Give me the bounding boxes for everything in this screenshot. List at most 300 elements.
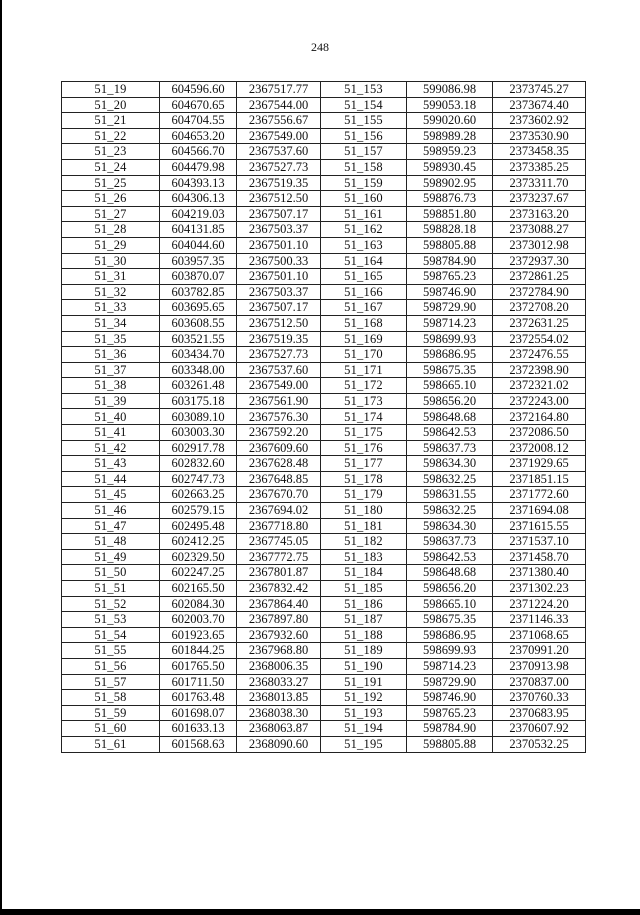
y-coordinate-left: 2367537.60 xyxy=(237,144,321,160)
y-coordinate-right: 2371146.33 xyxy=(493,612,586,628)
table-row xyxy=(62,518,586,534)
point-id-right: 51_168 xyxy=(321,315,407,331)
table-row xyxy=(62,113,586,129)
point-id-left: 51_48 xyxy=(62,534,160,550)
point-id-right: 51_186 xyxy=(321,596,407,612)
y-coordinate-right: 2373385.25 xyxy=(493,159,586,175)
table-row xyxy=(62,503,586,519)
point-id-left: 51_36 xyxy=(62,347,160,363)
point-id-left: 51_25 xyxy=(62,175,160,191)
y-coordinate-left: 2367517.77 xyxy=(237,82,321,98)
point-id-left: 51_52 xyxy=(62,596,160,612)
x-coordinate-right: 598851.80 xyxy=(407,206,493,222)
point-id-right: 51_162 xyxy=(321,222,407,238)
y-coordinate-right: 2371772.60 xyxy=(493,487,586,503)
point-id-right: 51_164 xyxy=(321,253,407,269)
table-row xyxy=(62,471,586,487)
point-id-right: 51_156 xyxy=(321,128,407,144)
y-coordinate-right: 2370683.95 xyxy=(493,705,586,721)
x-coordinate-left: 604566.70 xyxy=(160,144,237,160)
x-coordinate-right: 598784.90 xyxy=(407,253,493,269)
y-coordinate-left: 2367592.20 xyxy=(237,425,321,441)
table-row xyxy=(62,736,586,752)
y-coordinate-left: 2367507.17 xyxy=(237,300,321,316)
point-id-left: 51_45 xyxy=(62,487,160,503)
point-id-left: 51_24 xyxy=(62,159,160,175)
y-coordinate-left: 2367519.35 xyxy=(237,331,321,347)
y-coordinate-right: 2371224.20 xyxy=(493,596,586,612)
y-coordinate-right: 2371458.70 xyxy=(493,549,586,565)
table-row xyxy=(62,534,586,550)
point-id-left: 51_44 xyxy=(62,471,160,487)
y-coordinate-right: 2370991.20 xyxy=(493,643,586,659)
y-coordinate-right: 2373088.27 xyxy=(493,222,586,238)
x-coordinate-left: 604131.85 xyxy=(160,222,237,238)
x-coordinate-left: 603089.10 xyxy=(160,409,237,425)
y-coordinate-left: 2368013.85 xyxy=(237,690,321,706)
x-coordinate-left: 601763.48 xyxy=(160,690,237,706)
x-coordinate-left: 602165.50 xyxy=(160,581,237,597)
x-coordinate-right: 598828.18 xyxy=(407,222,493,238)
y-coordinate-right: 2370532.25 xyxy=(493,736,586,752)
point-id-left: 51_26 xyxy=(62,191,160,207)
x-coordinate-left: 604044.60 xyxy=(160,237,237,253)
point-id-left: 51_31 xyxy=(62,269,160,285)
x-coordinate-right: 598656.20 xyxy=(407,581,493,597)
point-id-left: 51_22 xyxy=(62,128,160,144)
point-id-right: 51_190 xyxy=(321,658,407,674)
point-id-right: 51_171 xyxy=(321,362,407,378)
y-coordinate-left: 2367864.40 xyxy=(237,596,321,612)
point-id-right: 51_176 xyxy=(321,440,407,456)
y-coordinate-left: 2367694.02 xyxy=(237,503,321,519)
y-coordinate-right: 2372784.90 xyxy=(493,284,586,300)
x-coordinate-left: 602003.70 xyxy=(160,612,237,628)
y-coordinate-left: 2367527.73 xyxy=(237,159,321,175)
x-coordinate-left: 601633.13 xyxy=(160,721,237,737)
x-coordinate-right: 598930.45 xyxy=(407,159,493,175)
point-id-right: 51_180 xyxy=(321,503,407,519)
table-row xyxy=(62,284,586,300)
table-row xyxy=(62,425,586,441)
point-id-right: 51_191 xyxy=(321,674,407,690)
point-id-left: 51_56 xyxy=(62,658,160,674)
scan-edge-left xyxy=(0,0,2,915)
y-coordinate-left: 2367519.35 xyxy=(237,175,321,191)
y-coordinate-left: 2367745.05 xyxy=(237,534,321,550)
table-row xyxy=(62,97,586,113)
x-coordinate-right: 598665.10 xyxy=(407,596,493,612)
table-row xyxy=(62,315,586,331)
y-coordinate-right: 2372937.30 xyxy=(493,253,586,269)
y-coordinate-right: 2372631.25 xyxy=(493,315,586,331)
x-coordinate-right: 598765.23 xyxy=(407,705,493,721)
point-id-left: 51_33 xyxy=(62,300,160,316)
y-coordinate-left: 2367503.37 xyxy=(237,284,321,300)
x-coordinate-left: 601711.50 xyxy=(160,674,237,690)
y-coordinate-right: 2370607.92 xyxy=(493,721,586,737)
y-coordinate-right: 2371068.65 xyxy=(493,627,586,643)
y-coordinate-right: 2373311.70 xyxy=(493,175,586,191)
y-coordinate-left: 2367609.60 xyxy=(237,440,321,456)
y-coordinate-left: 2367507.17 xyxy=(237,206,321,222)
x-coordinate-right: 598805.88 xyxy=(407,237,493,253)
point-id-right: 51_179 xyxy=(321,487,407,503)
x-coordinate-left: 604653.20 xyxy=(160,128,237,144)
x-coordinate-right: 598648.68 xyxy=(407,409,493,425)
y-coordinate-right: 2373163.20 xyxy=(493,206,586,222)
y-coordinate-right: 2372243.00 xyxy=(493,393,586,409)
table-row xyxy=(62,222,586,238)
x-coordinate-right: 598665.10 xyxy=(407,378,493,394)
x-coordinate-left: 601765.50 xyxy=(160,658,237,674)
x-coordinate-left: 604670.65 xyxy=(160,97,237,113)
point-id-right: 51_172 xyxy=(321,378,407,394)
y-coordinate-right: 2373237.67 xyxy=(493,191,586,207)
point-id-right: 51_160 xyxy=(321,191,407,207)
table-row xyxy=(62,175,586,191)
y-coordinate-left: 2367801.87 xyxy=(237,565,321,581)
y-coordinate-left: 2367512.50 xyxy=(237,315,321,331)
point-id-right: 51_194 xyxy=(321,721,407,737)
table-row xyxy=(62,393,586,409)
point-id-left: 51_46 xyxy=(62,503,160,519)
y-coordinate-right: 2373674.40 xyxy=(493,97,586,113)
point-id-right: 51_163 xyxy=(321,237,407,253)
table-row xyxy=(62,82,586,98)
point-id-left: 51_21 xyxy=(62,113,160,129)
table-row xyxy=(62,253,586,269)
y-coordinate-left: 2368033.27 xyxy=(237,674,321,690)
point-id-left: 51_35 xyxy=(62,331,160,347)
table-row xyxy=(62,237,586,253)
x-coordinate-left: 603521.55 xyxy=(160,331,237,347)
point-id-left: 51_57 xyxy=(62,674,160,690)
point-id-right: 51_165 xyxy=(321,269,407,285)
point-id-left: 51_43 xyxy=(62,456,160,472)
x-coordinate-left: 601923.65 xyxy=(160,627,237,643)
table-row xyxy=(62,674,586,690)
table-row xyxy=(62,581,586,597)
x-coordinate-right: 598642.53 xyxy=(407,549,493,565)
point-id-left: 51_34 xyxy=(62,315,160,331)
y-coordinate-right: 2372554.02 xyxy=(493,331,586,347)
point-id-right: 51_177 xyxy=(321,456,407,472)
point-id-left: 51_53 xyxy=(62,612,160,628)
table-row xyxy=(62,643,586,659)
x-coordinate-right: 598631.55 xyxy=(407,487,493,503)
y-coordinate-right: 2373458.35 xyxy=(493,144,586,160)
x-coordinate-right: 599053.18 xyxy=(407,97,493,113)
point-id-right: 51_173 xyxy=(321,393,407,409)
point-id-left: 51_19 xyxy=(62,82,160,98)
point-id-left: 51_32 xyxy=(62,284,160,300)
y-coordinate-left: 2367512.50 xyxy=(237,191,321,207)
scan-edge-bottom xyxy=(0,909,640,915)
y-coordinate-left: 2367772.75 xyxy=(237,549,321,565)
y-coordinate-left: 2367670.70 xyxy=(237,487,321,503)
y-coordinate-right: 2371851.15 xyxy=(493,471,586,487)
x-coordinate-right: 598805.88 xyxy=(407,736,493,752)
y-coordinate-left: 2367549.00 xyxy=(237,128,321,144)
point-id-left: 51_47 xyxy=(62,518,160,534)
x-coordinate-left: 602329.50 xyxy=(160,549,237,565)
x-coordinate-right: 598648.68 xyxy=(407,565,493,581)
y-coordinate-right: 2372398.90 xyxy=(493,362,586,378)
coordinate-table xyxy=(61,81,586,753)
point-id-left: 51_55 xyxy=(62,643,160,659)
y-coordinate-left: 2367718.80 xyxy=(237,518,321,534)
x-coordinate-left: 603348.00 xyxy=(160,362,237,378)
y-coordinate-right: 2371694.08 xyxy=(493,503,586,519)
point-id-left: 51_29 xyxy=(62,237,160,253)
x-coordinate-right: 598637.73 xyxy=(407,534,493,550)
x-coordinate-right: 598784.90 xyxy=(407,721,493,737)
y-coordinate-right: 2370913.98 xyxy=(493,658,586,674)
x-coordinate-left: 604393.13 xyxy=(160,175,237,191)
point-id-right: 51_154 xyxy=(321,97,407,113)
point-id-right: 51_153 xyxy=(321,82,407,98)
point-id-right: 51_158 xyxy=(321,159,407,175)
table-row xyxy=(62,331,586,347)
x-coordinate-left: 603261.48 xyxy=(160,378,237,394)
y-coordinate-left: 2367556.67 xyxy=(237,113,321,129)
table-row xyxy=(62,362,586,378)
table-row xyxy=(62,690,586,706)
y-coordinate-left: 2367544.00 xyxy=(237,97,321,113)
point-id-left: 51_51 xyxy=(62,581,160,597)
x-coordinate-left: 603434.70 xyxy=(160,347,237,363)
point-id-left: 51_27 xyxy=(62,206,160,222)
y-coordinate-right: 2371380.40 xyxy=(493,565,586,581)
x-coordinate-left: 603695.65 xyxy=(160,300,237,316)
y-coordinate-right: 2371537.10 xyxy=(493,534,586,550)
x-coordinate-right: 598675.35 xyxy=(407,362,493,378)
point-id-left: 51_40 xyxy=(62,409,160,425)
x-coordinate-right: 598699.93 xyxy=(407,331,493,347)
y-coordinate-right: 2372008.12 xyxy=(493,440,586,456)
point-id-left: 51_50 xyxy=(62,565,160,581)
y-coordinate-left: 2367648.85 xyxy=(237,471,321,487)
table-row xyxy=(62,191,586,207)
x-coordinate-right: 598634.30 xyxy=(407,456,493,472)
x-coordinate-right: 598642.53 xyxy=(407,425,493,441)
point-id-left: 51_49 xyxy=(62,549,160,565)
x-coordinate-left: 602663.25 xyxy=(160,487,237,503)
y-coordinate-left: 2368038.30 xyxy=(237,705,321,721)
x-coordinate-left: 604219.03 xyxy=(160,206,237,222)
point-id-right: 51_181 xyxy=(321,518,407,534)
x-coordinate-left: 601844.25 xyxy=(160,643,237,659)
table-row xyxy=(62,206,586,222)
point-id-right: 51_193 xyxy=(321,705,407,721)
coordinate-table-body xyxy=(62,82,586,753)
x-coordinate-right: 598876.73 xyxy=(407,191,493,207)
x-coordinate-left: 602247.25 xyxy=(160,565,237,581)
y-coordinate-left: 2367968.80 xyxy=(237,643,321,659)
x-coordinate-right: 598765.23 xyxy=(407,269,493,285)
x-coordinate-right: 599086.98 xyxy=(407,82,493,98)
x-coordinate-right: 598699.93 xyxy=(407,643,493,659)
point-id-right: 51_175 xyxy=(321,425,407,441)
point-id-left: 51_42 xyxy=(62,440,160,456)
y-coordinate-left: 2367932.60 xyxy=(237,627,321,643)
table-row xyxy=(62,596,586,612)
point-id-right: 51_161 xyxy=(321,206,407,222)
point-id-left: 51_20 xyxy=(62,97,160,113)
x-coordinate-right: 598729.90 xyxy=(407,674,493,690)
x-coordinate-left: 604704.55 xyxy=(160,113,237,129)
x-coordinate-right: 598989.28 xyxy=(407,128,493,144)
point-id-right: 51_183 xyxy=(321,549,407,565)
x-coordinate-right: 598714.23 xyxy=(407,658,493,674)
point-id-left: 51_59 xyxy=(62,705,160,721)
point-id-left: 51_23 xyxy=(62,144,160,160)
y-coordinate-left: 2367527.73 xyxy=(237,347,321,363)
y-coordinate-left: 2367561.90 xyxy=(237,393,321,409)
y-coordinate-right: 2372321.02 xyxy=(493,378,586,394)
x-coordinate-left: 603782.85 xyxy=(160,284,237,300)
x-coordinate-left: 604479.98 xyxy=(160,159,237,175)
y-coordinate-left: 2367501.10 xyxy=(237,269,321,285)
table-row xyxy=(62,565,586,581)
table-row xyxy=(62,440,586,456)
point-id-right: 51_178 xyxy=(321,471,407,487)
x-coordinate-left: 603175.18 xyxy=(160,393,237,409)
x-coordinate-left: 604306.13 xyxy=(160,191,237,207)
x-coordinate-right: 599020.60 xyxy=(407,113,493,129)
y-coordinate-right: 2371929.65 xyxy=(493,456,586,472)
table-row xyxy=(62,487,586,503)
table-row xyxy=(62,627,586,643)
table-row xyxy=(62,612,586,628)
x-coordinate-right: 598729.90 xyxy=(407,300,493,316)
point-id-right: 51_169 xyxy=(321,331,407,347)
y-coordinate-right: 2372086.50 xyxy=(493,425,586,441)
y-coordinate-left: 2367832.42 xyxy=(237,581,321,597)
point-id-left: 51_60 xyxy=(62,721,160,737)
table-row xyxy=(62,269,586,285)
table-row xyxy=(62,128,586,144)
point-id-left: 51_28 xyxy=(62,222,160,238)
x-coordinate-right: 598746.90 xyxy=(407,690,493,706)
y-coordinate-right: 2370837.00 xyxy=(493,674,586,690)
point-id-right: 51_167 xyxy=(321,300,407,316)
y-coordinate-right: 2372708.20 xyxy=(493,300,586,316)
x-coordinate-right: 598902.95 xyxy=(407,175,493,191)
x-coordinate-right: 598632.25 xyxy=(407,471,493,487)
y-coordinate-right: 2371302.23 xyxy=(493,581,586,597)
y-coordinate-left: 2368063.87 xyxy=(237,721,321,737)
table-row xyxy=(62,300,586,316)
y-coordinate-left: 2367503.37 xyxy=(237,222,321,238)
table-row xyxy=(62,159,586,175)
y-coordinate-right: 2373745.27 xyxy=(493,82,586,98)
x-coordinate-left: 602084.30 xyxy=(160,596,237,612)
x-coordinate-right: 598632.25 xyxy=(407,503,493,519)
y-coordinate-left: 2367500.33 xyxy=(237,253,321,269)
y-coordinate-right: 2373530.90 xyxy=(493,128,586,144)
x-coordinate-left: 602412.25 xyxy=(160,534,237,550)
point-id-right: 51_157 xyxy=(321,144,407,160)
table-row xyxy=(62,144,586,160)
x-coordinate-right: 598959.23 xyxy=(407,144,493,160)
point-id-left: 51_37 xyxy=(62,362,160,378)
point-id-right: 51_184 xyxy=(321,565,407,581)
x-coordinate-left: 601698.07 xyxy=(160,705,237,721)
point-id-right: 51_170 xyxy=(321,347,407,363)
point-id-left: 51_38 xyxy=(62,378,160,394)
x-coordinate-right: 598746.90 xyxy=(407,284,493,300)
table-row xyxy=(62,705,586,721)
table-row xyxy=(62,456,586,472)
y-coordinate-left: 2367897.80 xyxy=(237,612,321,628)
x-coordinate-left: 602579.15 xyxy=(160,503,237,519)
point-id-right: 51_189 xyxy=(321,643,407,659)
y-coordinate-right: 2372861.25 xyxy=(493,269,586,285)
x-coordinate-right: 598686.95 xyxy=(407,347,493,363)
point-id-right: 51_185 xyxy=(321,581,407,597)
y-coordinate-right: 2373602.92 xyxy=(493,113,586,129)
table-row xyxy=(62,721,586,737)
y-coordinate-left: 2367537.60 xyxy=(237,362,321,378)
x-coordinate-right: 598714.23 xyxy=(407,315,493,331)
table-row xyxy=(62,658,586,674)
point-id-right: 51_182 xyxy=(321,534,407,550)
point-id-left: 51_58 xyxy=(62,690,160,706)
point-id-left: 51_41 xyxy=(62,425,160,441)
x-coordinate-left: 602832.60 xyxy=(160,456,237,472)
point-id-left: 51_39 xyxy=(62,393,160,409)
x-coordinate-left: 603003.30 xyxy=(160,425,237,441)
point-id-right: 51_155 xyxy=(321,113,407,129)
x-coordinate-left: 601568.63 xyxy=(160,736,237,752)
point-id-left: 51_61 xyxy=(62,736,160,752)
x-coordinate-left: 602917.78 xyxy=(160,440,237,456)
x-coordinate-left: 604596.60 xyxy=(160,82,237,98)
y-coordinate-right: 2372164.80 xyxy=(493,409,586,425)
y-coordinate-right: 2373012.98 xyxy=(493,237,586,253)
point-id-left: 51_30 xyxy=(62,253,160,269)
table-row xyxy=(62,549,586,565)
x-coordinate-right: 598637.73 xyxy=(407,440,493,456)
point-id-right: 51_195 xyxy=(321,736,407,752)
table-row xyxy=(62,409,586,425)
y-coordinate-right: 2371615.55 xyxy=(493,518,586,534)
y-coordinate-right: 2370760.33 xyxy=(493,690,586,706)
point-id-right: 51_174 xyxy=(321,409,407,425)
x-coordinate-right: 598656.20 xyxy=(407,393,493,409)
x-coordinate-left: 602747.73 xyxy=(160,471,237,487)
x-coordinate-left: 603957.35 xyxy=(160,253,237,269)
x-coordinate-right: 598686.95 xyxy=(407,627,493,643)
x-coordinate-left: 603608.55 xyxy=(160,315,237,331)
y-coordinate-left: 2367576.30 xyxy=(237,409,321,425)
y-coordinate-left: 2368090.60 xyxy=(237,736,321,752)
point-id-left: 51_54 xyxy=(62,627,160,643)
point-id-right: 51_188 xyxy=(321,627,407,643)
point-id-right: 51_192 xyxy=(321,690,407,706)
y-coordinate-left: 2367628.48 xyxy=(237,456,321,472)
y-coordinate-left: 2367501.10 xyxy=(237,237,321,253)
point-id-right: 51_159 xyxy=(321,175,407,191)
x-coordinate-right: 598675.35 xyxy=(407,612,493,628)
point-id-right: 51_166 xyxy=(321,284,407,300)
y-coordinate-left: 2367549.00 xyxy=(237,378,321,394)
table-row xyxy=(62,347,586,363)
y-coordinate-left: 2368006.35 xyxy=(237,658,321,674)
point-id-right: 51_187 xyxy=(321,612,407,628)
